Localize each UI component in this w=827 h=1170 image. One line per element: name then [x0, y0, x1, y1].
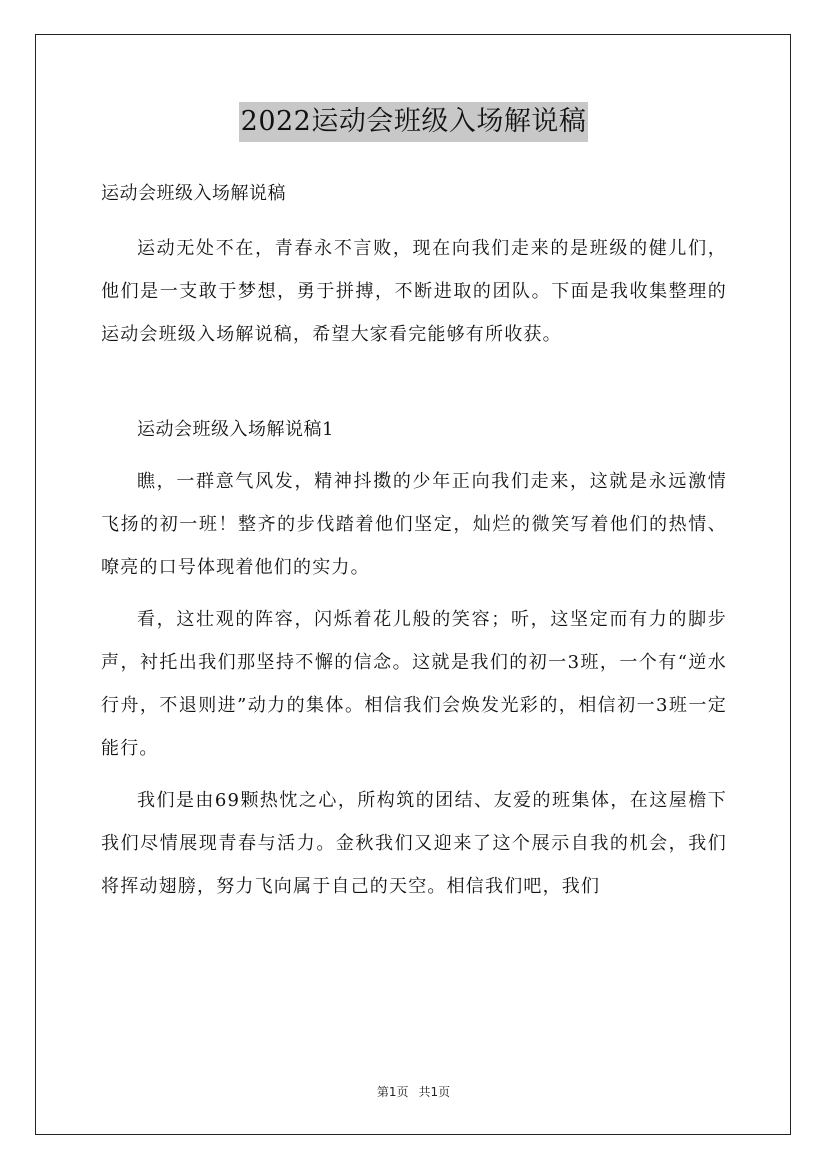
body-paragraph-1: 瞧，一群意气风发，精神抖擞的少年正向我们走来，这就是永远激情飞扬的初一班！整齐的步伐踏着他们坚定，灿烂的微笑写着他们的热情、嘹亮的口号体现着他们的实力。	[101, 471, 727, 578]
intro-paragraph: 运动无处不在，青春永不言败，现在向我们走来的是班级的健儿们，他们是一支敢于梦想，勇于拼搏，不断进取的团队。下面是我收集整理的运动会班级入场解说稿，希望大家看完能够有所收获。	[101, 238, 727, 345]
page-number: 第1页	[376, 1085, 409, 1099]
document-subheading: 运动会班级入场解说稿	[101, 183, 286, 204]
body-paragraph-3: 我们是由69颗热忱之心，所构筑的团结、友爱的班集体，在这屋檐下我们尽情展现青春与活力。金秋我们又迎来了这个展示自我的机会，我们将挥动翅膀，努力飞向属于自己的天空。相信我们吧，我们	[101, 790, 727, 897]
body-paragraph-2: 看，这壮观的阵容，闪烁着花儿般的笑容；听，这坚定而有力的脚步声，衬托出我们那坚持不懈的信念。这就是我们的初一3班，一个有“逆水行舟，不退则进”动力的集体。相信我们会焕发光彩的，相信初一3班一定能行。	[101, 609, 727, 759]
page-total: 共1页	[418, 1085, 451, 1099]
section-heading-1: 运动会班级入场解说稿1	[137, 419, 334, 440]
document-body	[101, 175, 727, 908]
title-wrap	[0, 102, 827, 142]
document-title: 2022运动会班级入场解说稿	[239, 102, 589, 142]
page-footer	[0, 1083, 827, 1101]
